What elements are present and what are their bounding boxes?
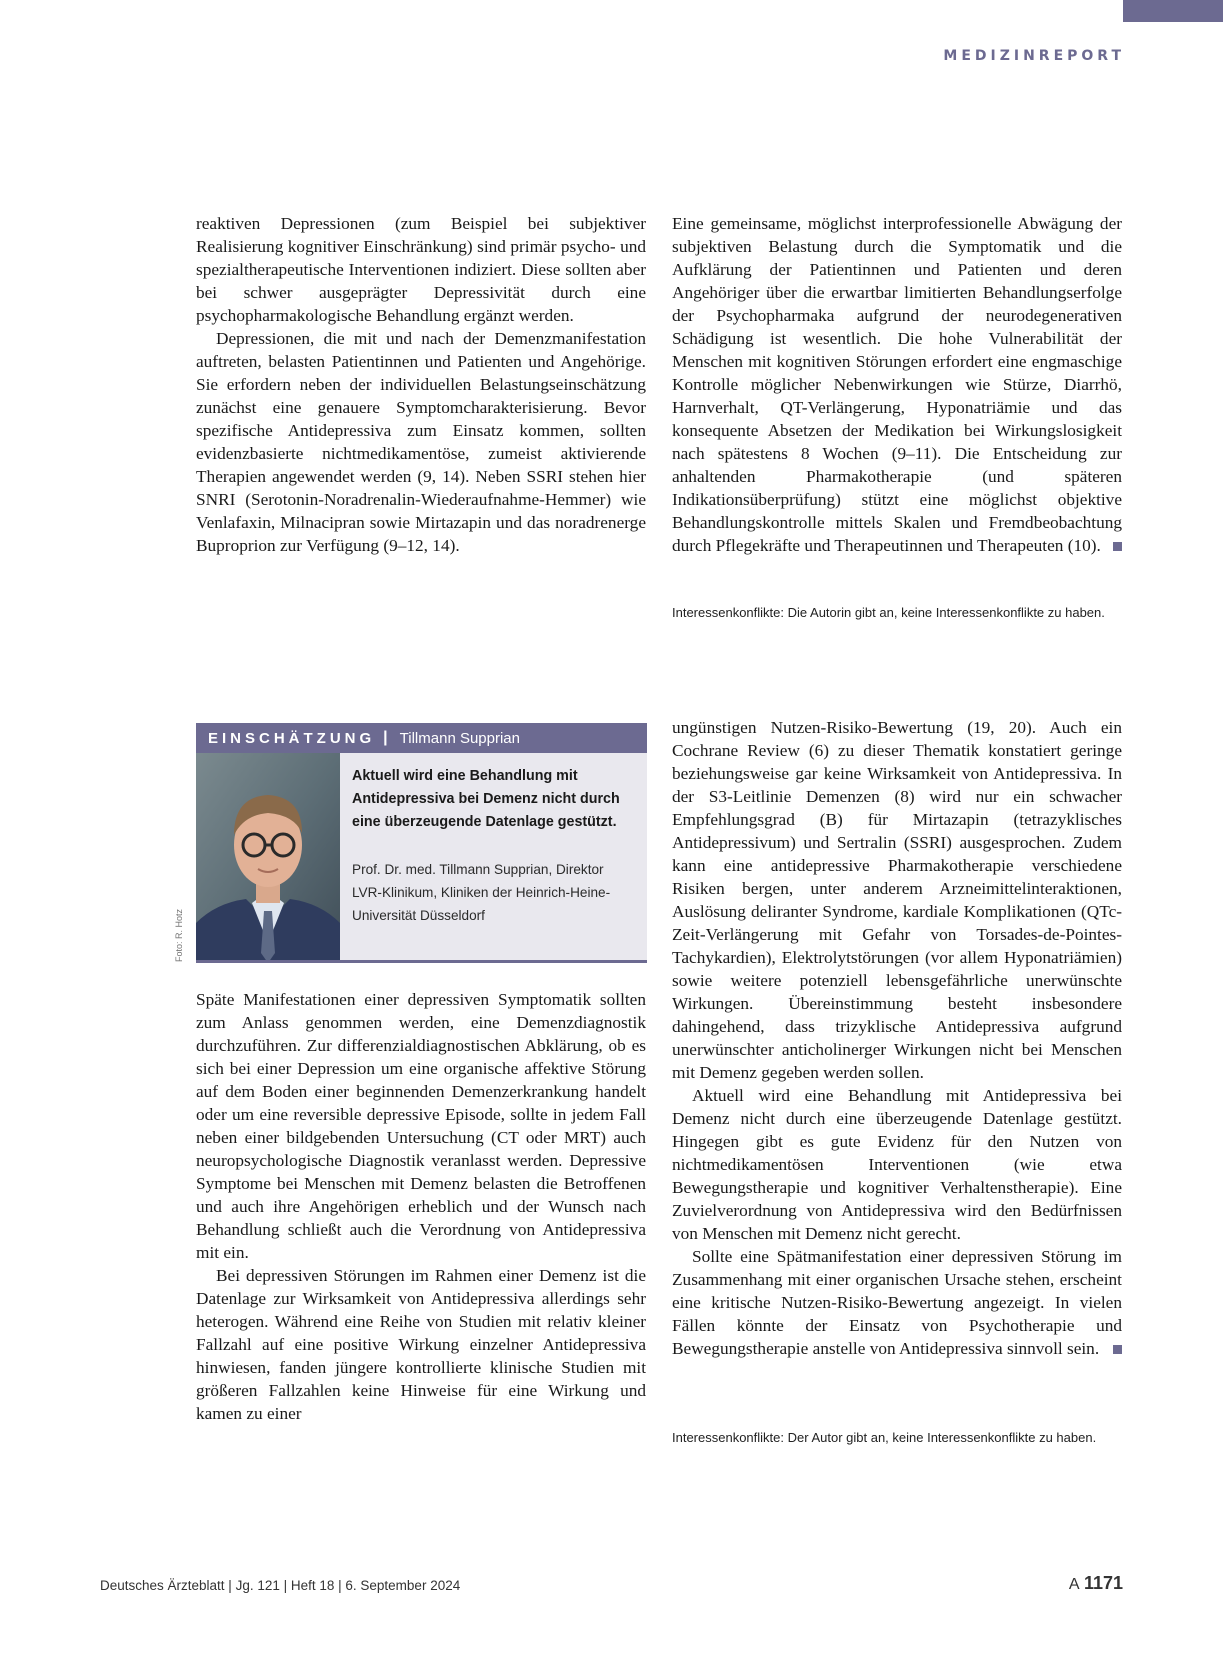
paragraph: Späte Manifestationen einer depressiven Symptomatik sollten zum Anlass genommen werden, eine Demenzdiagnostik durchzuführen. Zur differenzialdiagnostischen Abklärung, ob es sich bei einer Depression um eine organische affektive Störung auf dem Boden einer beginnenden Demenzerkrankung handelt oder um eine reversible depressive Episode, sollte in jedem Fall neben einer bildgebenden Untersuchung (CT oder MRT) auch neuropsychologische Diagnostik veranlasst werden. Depressive Symptome bei Menschen mit Demenz belasten die Betroffenen und auch ihre Angehörigen erheblich und der Wunsch nach Behandlung schließt auch die Verordnung von Antidepressiva mit ein.	[196, 990, 646, 1262]
corner-accent-bar	[1123, 0, 1223, 22]
journal-citation: Deutsches Ärzteblatt | Jg. 121 | Heft 18 | 6. September 2024	[100, 1578, 461, 1593]
portrait-illustration	[196, 753, 340, 963]
commentary-separator: |	[383, 729, 388, 746]
box-bottom-rule	[196, 960, 647, 963]
paragraph: Depressionen, die mit und nach der Demenzmanifestation auftreten, belasten Patientinnen und Patienten und Angehörige. Sie erfordern neben der individuellen Belastungseinschätzung zunächst eine genauere Symptomcharakterisierung. Bevor spezifische Antidepressiva zum Einsatz kommen, sollten evidenzbasierte nichtmedikamentöse, zumeist aktivierende Therapien angewendet werden (9, 14). Neben SSRI stehen hier SNRI (Serotonin-Noradrenalin-Wiederaufnahme-Hemmer) wie Venlafaxin, Milnacipran sowie Mirtazapin und das noradrenerge Buproprion zur Verfügung (9–12, 14).	[196, 329, 646, 555]
commentary-header	[196, 723, 647, 753]
commentary-column-right	[672, 716, 1122, 1360]
commentary-column-left	[196, 988, 646, 1425]
paragraph: Sollte eine Spätmanifestation einer depressiven Störung im Zusammenhang mit einer organischen Ursache stehen, erscheint eine kritische Nutzen-Risiko-Bewertung angezeigt. In vielen Fällen könnte der Einsatz von Psychotherapie und Bewegungstherapie anstelle von Antidepressiva sinnvoll sein.	[672, 1247, 1122, 1358]
page-prefix: A	[1068, 1576, 1080, 1593]
paragraph: Bei depressiven Störungen im Rahmen einer Demenz ist die Datenlage zur Wirksamkeit von Antidepressiva allerdings sehr heterogen. Während eine Reihe von Studien mit relativ kleiner Fallzahl auf eine positive Wirkung einzelner Antidepressiva hinwiesen, fanden jüngere kontrollierte klinische Studien mit größeren Fallzahlen keine Hinweise für eine Wirkung und kamen zu einer	[196, 1266, 646, 1423]
section-label: MEDIZINREPORT	[943, 48, 1125, 64]
article-column-top-left	[196, 212, 646, 557]
commentary-kicker: EINSCHÄTZUNG	[208, 729, 376, 747]
conflict-of-interest-note: Interessenkonflikte: Der Autor gibt an, keine Interessenkonflikte zu haben.	[672, 1430, 1097, 1445]
paragraph: Eine gemeinsame, möglichst interprofessionelle Abwägung der subjektiven Belastung durch die Symptomatik und die Aufklärung der Patientinnen und Patienten und deren Angehöriger über die erwartbar limitierten Behandlungserfolge der Psychopharmaka aufgrund der neurodegenerativen Schädigung ist wesentlich. Die hohe Vulnerabilität der Menschen mit kognitiven Störungen erfordert eine engmaschige Kontrolle möglicher Nebenwirkungen wie Stürze, Diarrhö, Harnverhalt, QT-Verlängerung, Hyponatriämie und das konsequente Absetzen der Medikation bei Wirkungslosigkeit nach spätestens 8 Wochen (9–11). Die Entscheidung zur anhaltenden Pharmakotherapie (und späteren Indikationsüberprüfung) stützt eine möglichst objektive Behandlungskontrolle mittels Skalen und Fremdbeobachtung durch Pflegekräfte und Therapeutinnen und Therapeuten (10).	[672, 214, 1122, 555]
paragraph: reaktiven Depressionen (zum Beispiel bei subjektiver Realisierung kognitiver Einschränkung) sind primär psycho- und spezialtherapeutische Interventionen indiziert. Diese sollten aber bei schwer ausgeprägter Depressivität durch eine psychopharmakologische Behandlung ergänzt werden.	[196, 214, 646, 325]
commentary-quote: Aktuell wird eine Behandlung mit Antidepressiva bei Demenz nicht durch eine überzeugende Datenlage gestützt.	[352, 768, 620, 830]
paragraph: Aktuell wird eine Behandlung mit Antidepressiva bei Demenz nicht durch eine überzeugende Datenlage gestützt. Hingegen gibt es gute Evidenz für den Nutzen von nichtmedikamentösen Interventionen (wie etwa Bewegungstherapie und kognitiver Verhaltenstherapie). Eine Zuvielverordnung von Antidepressiva wird den Bedürfnissen von Menschen mit Demenz nicht gerecht.	[672, 1086, 1122, 1243]
conflict-of-interest-note: Interessenkonflikte: Die Autorin gibt an, keine Interessenkonflikte zu haben.	[672, 605, 1105, 620]
commentary-author: Tillmann Supprian	[399, 729, 520, 747]
author-affiliation: Prof. Dr. med. Tillmann Supprian, Direktor LVR-Klinikum, Kliniken der Heinrich-Heine-Universität Düsseldorf	[352, 862, 611, 923]
photo-credit: Foto: R. Hotz	[174, 908, 184, 962]
page-number-value: 1171	[1083, 1573, 1123, 1593]
page-number	[1069, 1573, 1123, 1594]
author-portrait	[196, 753, 340, 963]
paragraph: ungünstigen Nutzen-Risiko-Bewertung (19, 20). Auch ein Cochrane Review (6) zu dieser Thematik konstatiert geringe beziehungsweise gar keine Wirksamkeit von Antidepressiva. In der S3-Leitlinie Demenzen (8) wird nur ein schwacher Empfehlungsgrad (B) für Mirtazapin (tetrazyklisches Antidepressivum) und Sertralin (SSRI) ausgesprochen. Zudem kann eine antidepressive Pharmakotherapie verschiedene Risiken bergen, unter anderem Arzneimittelinteraktionen, Auslösung deliranter Syndrome, kardiale Komplikationen (QTc-Zeit-Verlängerung mit Gefahr von Torsades-de-Pointes-Tachykardien), Elektrolytstörungen (vor allem Hyponatriämien) sowie weitere potenziell lebensgefährliche unerwünschte Wirkungen. Übereinstimmung besteht insbesondere dahingehend, dass trizyklische Antidepressiva aufgrund unerwünschter anticholinerger Wirkungen nicht bei Menschen mit Demenz gegeben werden sollen.	[672, 718, 1122, 1082]
commentary-box	[196, 723, 647, 963]
article-column-top-right	[672, 212, 1122, 557]
